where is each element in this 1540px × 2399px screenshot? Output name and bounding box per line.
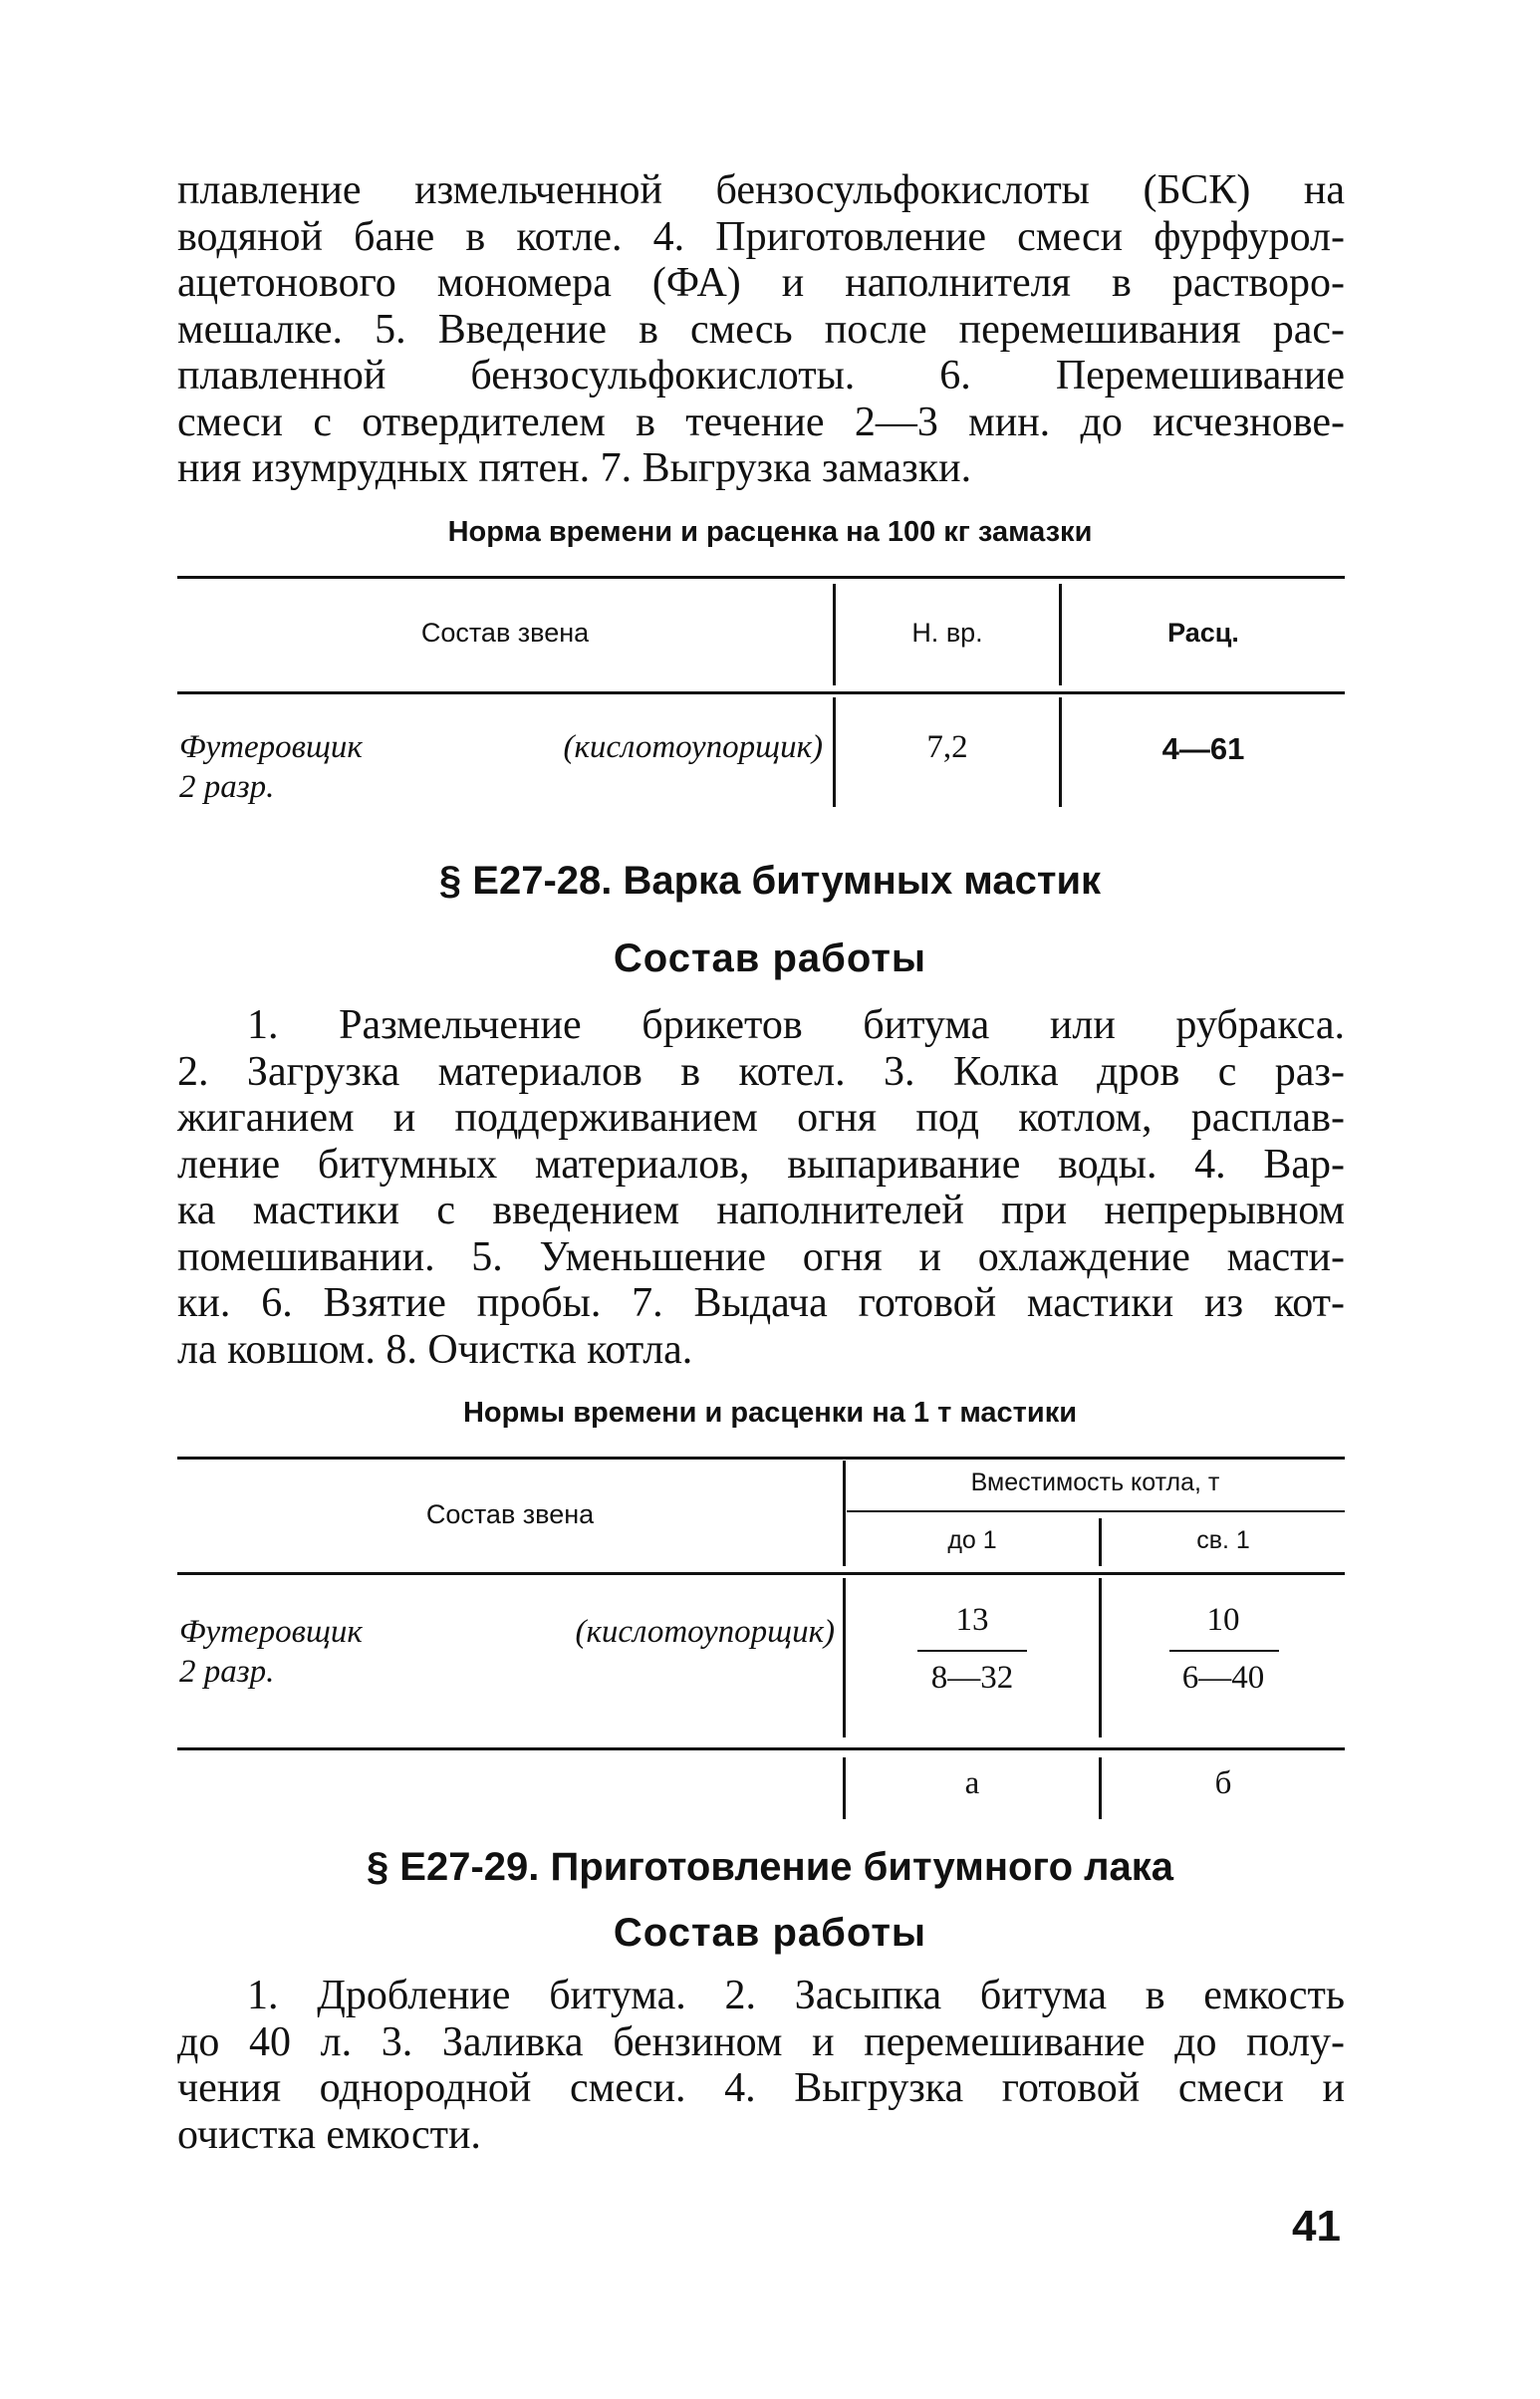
table2-col2-time: 10 [1206,1602,1240,1638]
table2-crew-name: Футеровщик [179,1614,363,1650]
table2-header-col1: до 1 [947,1526,997,1554]
section2-heading: § Е27-29. Приготовление битумного лака [366,1845,1174,1889]
table1-header-rate: Расц. [1167,618,1239,648]
text-line: ка мастики с введением наполнителей при непрерывном [177,1188,1345,1233]
text-line: водяной бане в котле. 4. Приготовление смеси фурфурол- [177,213,1345,260]
table2-crew-specialty: (кислотоупорщик) [575,1614,835,1650]
table2-crew-grade: 2 разр. [179,1654,275,1690]
text-line: ки. 6. Взятие пробы. 7. Выдача готовой мастики из кот- [177,1280,1345,1326]
table2-footer-col2: б [1214,1765,1232,1801]
table2-col1-time: 13 [955,1602,989,1638]
text-line: 1. Дробление битума. 2. Засыпка битума в емкость [247,1973,1345,2018]
text-line: ния изумрудных пятен. 7. Выгрузка замазки. [177,445,972,491]
table1-time-value: 7,2 [926,729,968,765]
table2-header-crew: Состав звена [425,1499,595,1529]
table2-header-rule [177,1572,1345,1575]
text-line: чения однородной смеси. 4. Выгрузка готовой смеси и [177,2065,1345,2111]
table1-crew-specialty: (кислотоупорщик) [563,729,823,765]
text-line: плавленной бензосульфокислоты. 6. Перемешивание [177,353,1345,399]
table1-crew-name: Футеровщик [179,729,363,765]
text-line: очистка емкости. [177,2111,481,2158]
text-line: ацетонового мономера (ФА) и наполнителя в растворо- [177,260,1345,306]
table2-body-rule [177,1747,1345,1750]
table2-top-rule [177,1457,1345,1460]
section1-paragraph [177,1002,1345,1373]
fraction-bar [917,1650,1027,1652]
table2-subheader-rule [847,1510,1345,1512]
table1-header-rule [177,691,1345,694]
text-line: жиганием и поддерживанием огня под котлом, расплав- [177,1095,1345,1141]
section2-paragraph [177,1973,1345,2158]
text-line: смеси с отвердителем в течение 2—3 мин. до исчезнове- [177,399,1345,445]
text-line: до 40 л. 3. Заливка бензином и перемешивание до полу- [177,2018,1345,2065]
text-line: мешалке. 5. Введение в смесь после перемешивания рас- [177,306,1345,353]
text-line: ла ковшом. 8. Очистка котла. [177,1326,693,1373]
table1-header-time: Н. вр. [911,618,983,648]
table2-header-capacity: Вместимость котла, т [970,1468,1220,1496]
text-line: ление битумных материалов, выпаривание воды. 4. Вар- [177,1141,1345,1188]
table1-crew-grade: 2 разр. [179,769,275,805]
table1-top-rule [177,576,1345,579]
section2-subheading: Состав работы [613,1911,927,1955]
table1-header-crew: Состав звена [420,618,590,648]
text-line: помешивании. 5. Уменьшение огня и охлаждение масти- [177,1233,1345,1280]
intro-paragraph [177,167,1345,492]
text-line: 1. Размельчение брикетов битума или рубракса. [247,1002,1345,1048]
text-line: 2. Загрузка материалов в котел. 3. Колка дров с раз- [177,1048,1345,1095]
table2-footer-col1: а [964,1765,980,1801]
table1-rate-value: 4—61 [1161,731,1245,766]
fraction-bar [1169,1650,1279,1652]
text-line: плавление измельченной бензосульфокислоты (БСК) на [177,167,1345,213]
table2-title: Нормы времени и расценки на 1 т мастики [462,1397,1078,1429]
section1-subheading: Состав работы [613,936,927,980]
table2-col2-rate: 6—40 [1181,1660,1265,1696]
page-number: 41 [1292,2202,1341,2251]
table2-header-col2: св. 1 [1196,1526,1250,1554]
section1-heading: § Е27-28. Варка битумных мастик [438,859,1102,903]
table2-col1-rate: 8—32 [930,1660,1014,1696]
table1-title: Норма времени и расценка на 100 кг замазки [447,516,1093,548]
